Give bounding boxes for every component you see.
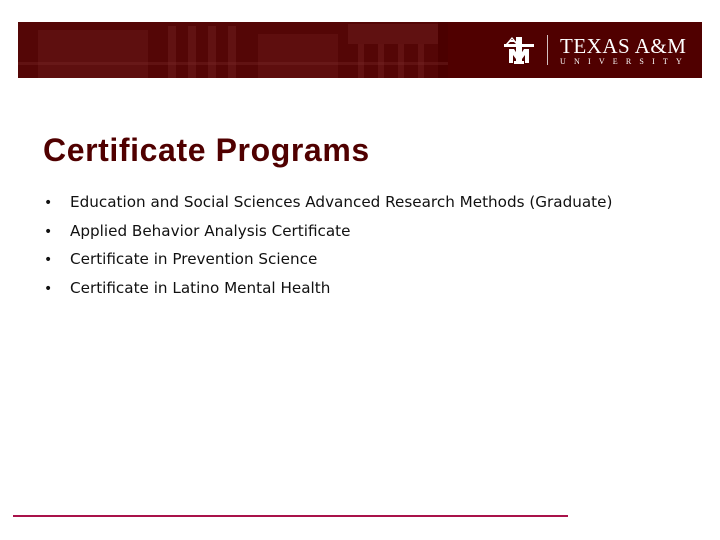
list-item bbox=[44, 279, 612, 308]
bullet-text: Certificate in Prevention Science bbox=[70, 250, 318, 269]
bullet-text: Certificate in Latino Mental Health bbox=[70, 278, 331, 297]
list-item bbox=[44, 193, 612, 222]
logo-divider bbox=[547, 35, 548, 65]
bullet-dot: • bbox=[44, 223, 53, 240]
university-logo bbox=[503, 34, 690, 66]
bullet-dot: • bbox=[44, 195, 53, 211]
bullet-list bbox=[44, 193, 612, 307]
wordmark-main: TEXAS A&M bbox=[560, 33, 687, 58]
bullet-dot: • bbox=[44, 252, 53, 269]
header-banner bbox=[18, 22, 702, 78]
wordmark-sub: UNIVERSITY bbox=[560, 56, 690, 66]
university-wordmark bbox=[560, 35, 690, 66]
slide-title: Certificate Programs bbox=[43, 132, 370, 168]
bullet-text: Applied Behavior Analysis Certificate bbox=[70, 221, 351, 240]
atm-logo-icon bbox=[503, 35, 535, 65]
bullet-text: Education and Social Sciences Advanced Research Methods (Graduate) bbox=[70, 193, 613, 211]
footer-rule bbox=[13, 515, 568, 517]
list-item bbox=[44, 250, 612, 279]
list-item bbox=[44, 222, 612, 251]
bullet-dot: • bbox=[44, 280, 53, 297]
